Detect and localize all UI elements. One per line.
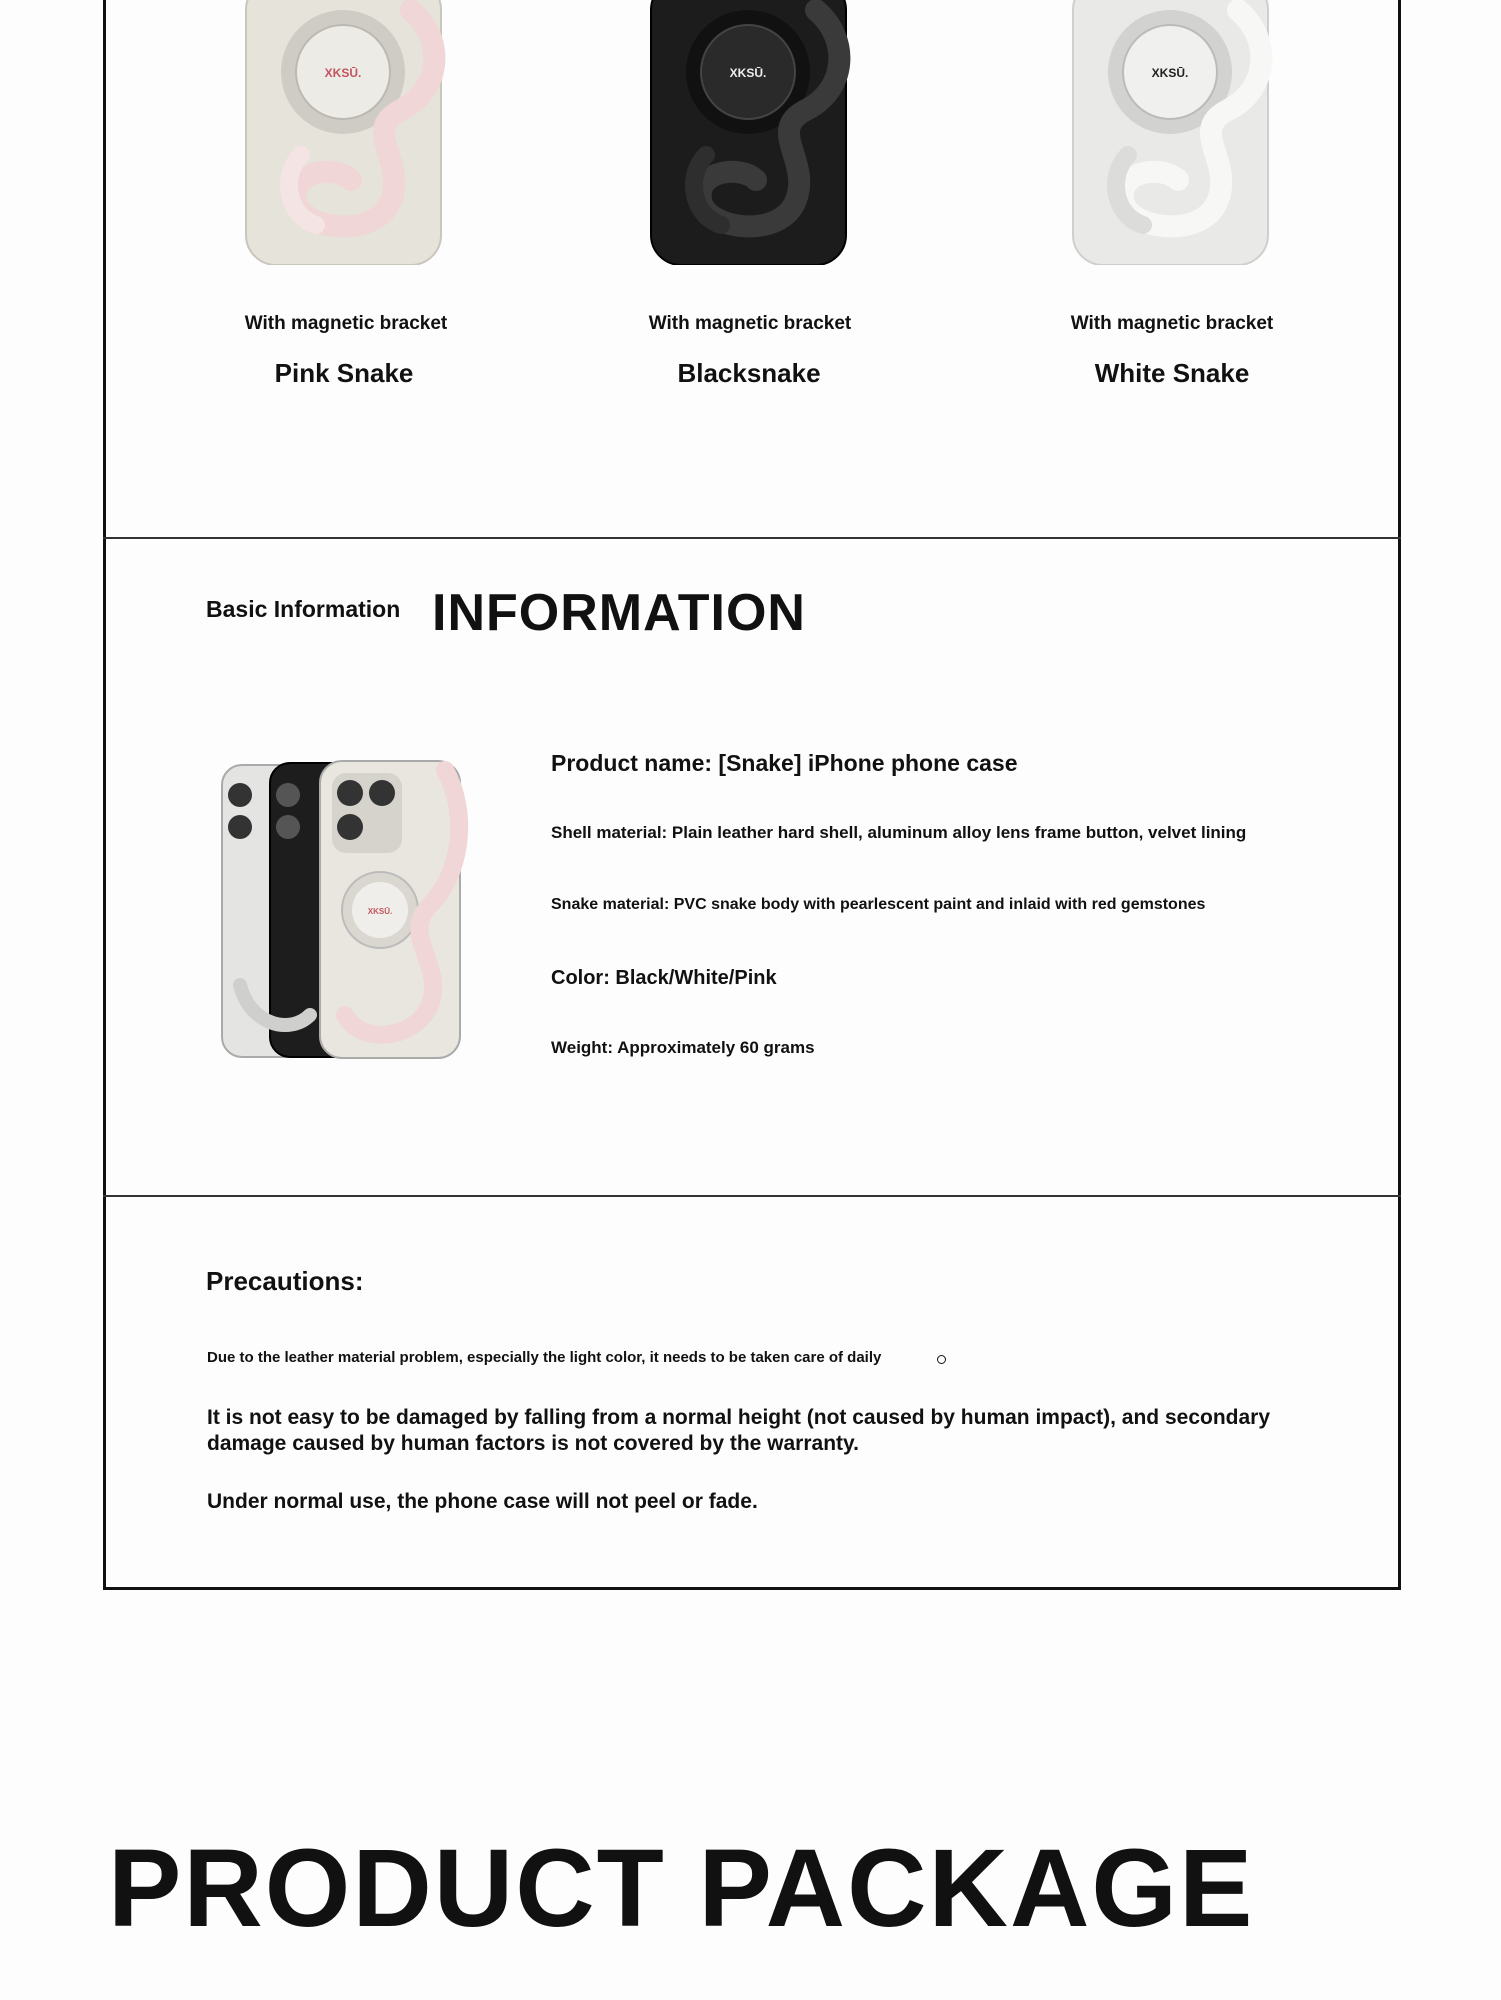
precautions-title: Precautions: [206,1266,364,1296]
logo-text: XKSŪ. [729,66,767,80]
precaution-line: Due to the leather material problem, especially the light color, it needs to be taken care of daily [207,1349,882,1366]
product-package-heading: PRODUCT PACKAGE [108,1827,1255,1950]
circle-icon [937,1355,946,1364]
variant-name: White Snake [1094,358,1250,388]
pink-snake-case-image [241,0,451,265]
variant-tag: With magnetic bracket [244,313,448,334]
spec-color: Color: Black/White/Pink [551,967,777,989]
divider [103,537,1401,539]
variant-name: Blacksnake [677,358,821,388]
spec-shell-material: Shell material: Plain leather hard shell, aluminum alloy lens frame button, velvet lining [551,823,1247,842]
precaution-line: Under normal use, the phone case will not peel or fade. [207,1490,758,1513]
basic-information-label: Basic Information [206,596,401,622]
variant-name: Pink Snake [274,358,414,388]
divider [103,1195,1401,1197]
variant-tag: With magnetic bracket [1070,313,1274,334]
product-group-image [220,755,470,1060]
logo-text: XKSŪ. [1151,66,1189,80]
spec-snake-material: Snake material: PVC snake body with pearlescent paint and inlaid with red gemstones [551,896,1206,913]
spec-weight: Weight: Approximately 60 grams [551,1038,815,1057]
variant-tag: With magnetic bracket [648,313,852,334]
white-snake-case-image [1068,0,1278,265]
precaution-line: It is not easy to be damaged by falling from a normal height (not caused by human impact), and secondary damage caused by human factors is not covered by the warranty. [207,1406,1271,1455]
logo-text: XKSŪ. [324,66,362,80]
black-snake-case-image [646,0,856,265]
logo-text: XKSŪ. [367,907,393,916]
information-heading: INFORMATION [432,584,806,642]
spec-product-name: Product name: [Snake] iPhone phone case [551,750,1018,776]
